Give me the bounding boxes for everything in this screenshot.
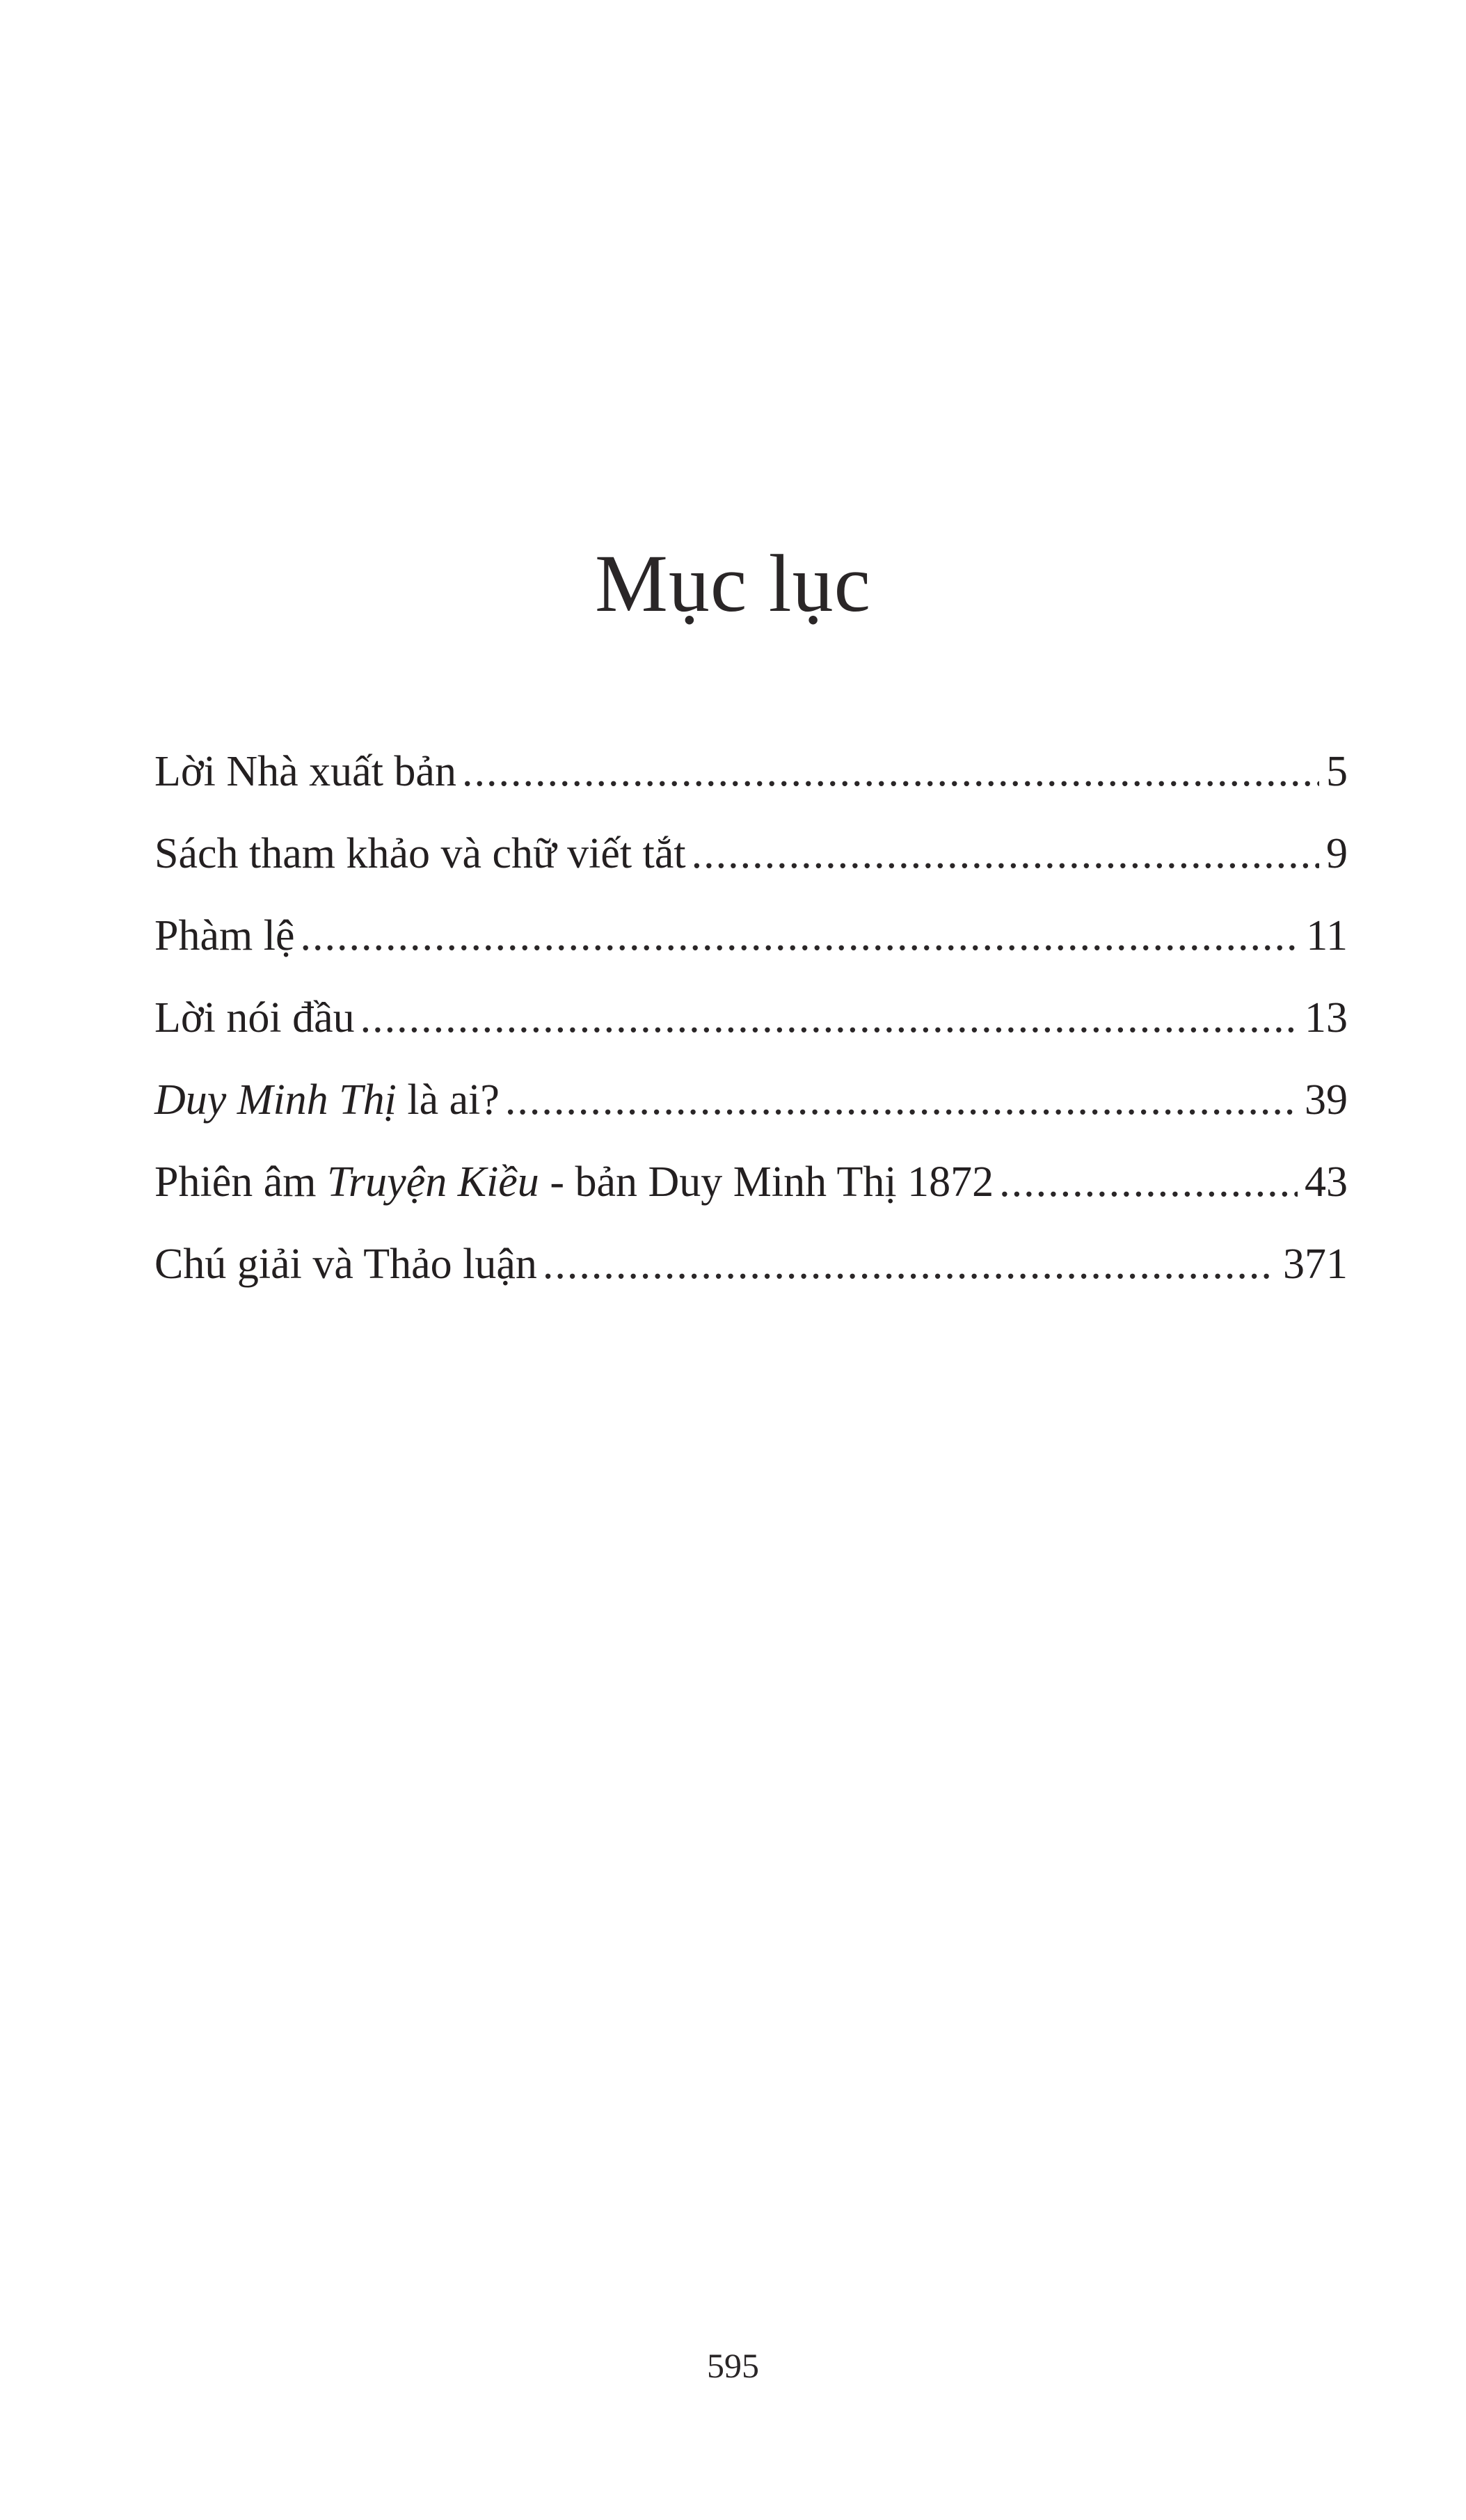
- toc-entry-loi-noi-dau[interactable]: [154, 977, 1348, 1059]
- toc-entry-title: [154, 1059, 505, 1141]
- toc-dot-leader: [300, 895, 1299, 977]
- toc-entry-sach-tham-khao[interactable]: [154, 813, 1348, 895]
- toc-entry-chu-giai-va-thao-luan[interactable]: [154, 1223, 1348, 1305]
- toc-entry-title: [154, 813, 692, 895]
- toc-dot-leader: [360, 977, 1298, 1059]
- toc-entry-title: [154, 1223, 543, 1305]
- toc-dot-leader: [462, 731, 1319, 813]
- toc-dot-leader: [505, 1059, 1298, 1141]
- toc-entry-page: 13: [1305, 994, 1348, 1042]
- toc-dot-leader: [999, 1141, 1298, 1223]
- toc-entry-page: 43: [1305, 1158, 1348, 1206]
- toc-entry-title-text: Chú giải và Thảo luận: [154, 1241, 537, 1288]
- toc-entry-pham-le[interactable]: [154, 895, 1348, 977]
- toc-entry-title-text: Phàm lệ: [154, 912, 295, 959]
- toc-entry-title: [154, 977, 360, 1059]
- table-of-contents: [154, 731, 1348, 1305]
- toc-entry-page: 371: [1283, 1241, 1348, 1288]
- toc-entry-title-text: Lời nói đầu: [154, 994, 355, 1042]
- page-number: 595: [707, 2346, 759, 2385]
- toc-entry-loi-nha-xuat-ban[interactable]: [154, 731, 1348, 813]
- toc-entry-page: 11: [1306, 912, 1348, 959]
- toc-entry-title-text: Phiên âm: [154, 1158, 327, 1206]
- toc-entry-phien-am-truyen-kieu[interactable]: [154, 1141, 1348, 1223]
- toc-entry-page: 9: [1326, 830, 1348, 877]
- toc-entry-title: [154, 731, 462, 813]
- toc-entry-title-text: Sách tham khảo và chữ viết tắt: [154, 830, 686, 877]
- toc-entry-duy-minh-thi-la-ai[interactable]: [154, 1059, 1348, 1141]
- toc-entry-page: 5: [1326, 748, 1348, 795]
- toc-dot-leader: [692, 813, 1319, 895]
- toc-entry-page: 39: [1305, 1076, 1348, 1124]
- toc-entry-title: [154, 1141, 999, 1223]
- toc-entry-title-italic: Duy Minh Thị: [154, 1076, 397, 1124]
- toc-entry-title: [154, 895, 300, 977]
- toc-entry-title-text: là ai?: [396, 1076, 500, 1124]
- toc-entry-title-text: - bản Duy Minh Thị 1872: [539, 1158, 994, 1206]
- page-title: Mục lục: [595, 538, 871, 630]
- toc-dot-leader: [543, 1223, 1276, 1305]
- toc-entry-title-italic: Truyện Kiều: [326, 1158, 539, 1206]
- toc-entry-title-text: Lời Nhà xuất bản: [154, 748, 456, 795]
